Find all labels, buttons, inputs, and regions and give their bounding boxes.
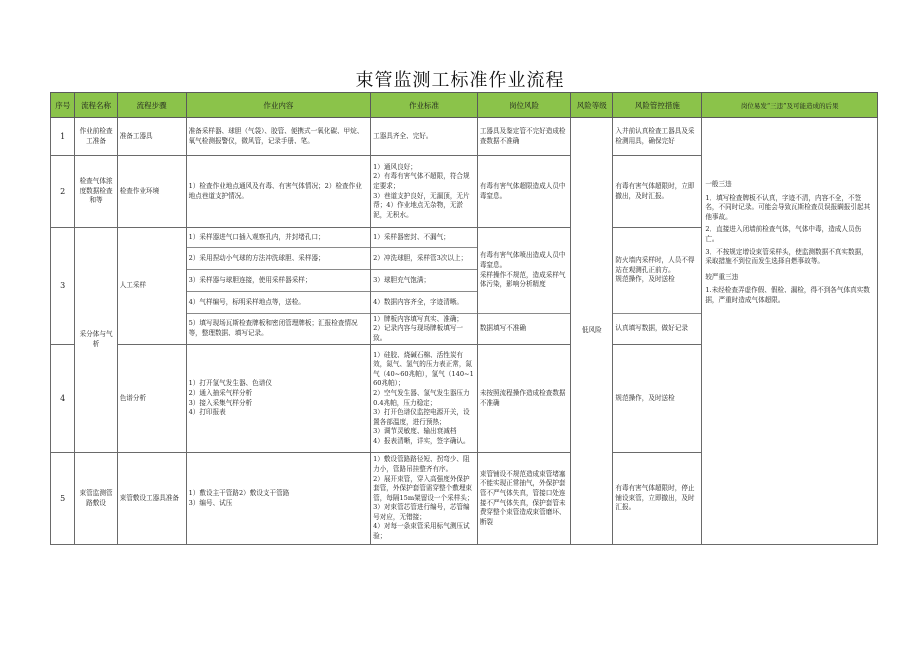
work-content: 1）敷设主干管路2）敷设支干管路 3）编号、试压 bbox=[186, 453, 371, 545]
process-step: 人工采样 bbox=[117, 228, 186, 345]
risk-control bbox=[613, 228, 702, 345]
content-line: 1）采样器进气口插入观察孔内，并封堵孔口； bbox=[187, 228, 371, 248]
row-number: 1 bbox=[51, 118, 75, 156]
process-name: 检查气体浓度数据检查和等 bbox=[75, 156, 117, 228]
content-line: 4）气样编号，标明采样地点等，送检。 bbox=[187, 292, 371, 314]
control-text: 认真填写数据，做好记录 bbox=[615, 324, 688, 333]
header-cell: 作业内容 bbox=[186, 93, 371, 118]
process-step: 准备工器具 bbox=[117, 118, 186, 156]
risk-text: 数据填写不准确 bbox=[479, 324, 526, 333]
risk-level: 低风险 bbox=[571, 118, 613, 545]
post-risk bbox=[477, 228, 570, 345]
row-number: 5 bbox=[51, 453, 75, 545]
notes-item: 2．直接进入闭墙前检查气体，气体中毒，造成人员伤亡。 bbox=[705, 225, 862, 243]
notes-item: 3．不按规定增设束管采样头，使监测数据不真实数据，采取措施不到位而发生选择自燃事故等。 bbox=[705, 247, 868, 266]
work-standard: 工器具齐全、完好。 bbox=[371, 118, 478, 156]
risk-control: 有毒有害气体超限时，停止铺设束管，立即撤出，及时汇报。 bbox=[613, 453, 702, 545]
work-standard: 1）硅胶、烧碱石棉、活性炭有效，氮气、氢气的压力表正常，氮气（40~60兆帕），氢气（140~160兆帕）； 2）空气发生器、氢气发生器压力0.4兆帕，压力稳定； 3）打开色谱仪监控电源开关，设置各部温度，进行预热； 3）调节灵敏度、输出衰减档 4）报表清晰，详实，签字确认。 bbox=[371, 345, 478, 453]
header-cell: 岗位风险 bbox=[477, 93, 570, 118]
content-line: 2）采用捏动小气球的方法冲洗球胆、采样器； bbox=[187, 248, 371, 270]
row-number: 2 bbox=[51, 156, 75, 228]
content-line: 5）填写现场瓦斯检查牌板和密闭管理牌板；汇报检查情况等，整理数据、填写记录。 bbox=[188, 319, 358, 337]
work-content: 1）打开氢气发生器、色谱仪 2）通入抽采气样分析 3）接入采集气样分析 4）打印报表 bbox=[186, 345, 371, 453]
post-risk: 工器具及鉴定管不完好造成检查数据不准确 bbox=[477, 118, 570, 156]
header-cell: 风险管控措施 bbox=[613, 93, 702, 118]
process-step: 检查作业环境 bbox=[117, 156, 186, 228]
work-standard: 1）通风良好； 2）有毒有害气体不超限，符合规定要求； 3）巷道支护良好，无漏顶，无片帮；4）作业地点无杂物，无淤泥，无积水。 bbox=[371, 156, 478, 228]
risk-text: 有毒有害气体喷出造成人员中毒窒息。 采样操作不规范，造成采样气体污染，影响分析精度 bbox=[478, 228, 570, 314]
notes-group-title: 一般三违 bbox=[705, 180, 732, 188]
table-row bbox=[51, 118, 878, 156]
process-step: 色谱分析 bbox=[117, 345, 186, 453]
notes-item: 1．填写检查牌板不认真，字迹不清，内容不全，不签名，不同时记录。可能会导致瓦斯检查员误报瞒报引起其他事故。 bbox=[705, 193, 871, 221]
standard-line: 3）球胆充气饱满； bbox=[371, 270, 477, 292]
process-step: 束管敷设工器具准备 bbox=[117, 453, 186, 545]
header-cell: 作业标准 bbox=[371, 93, 478, 118]
work-content: 准备采样器、球胆（气袋）、胶管、便携式一氧化碳、甲烷、氧气检测报警仪，微风管，记录手册、笔。 bbox=[186, 118, 371, 156]
standard-line: 1）牌板内容填写真实、准确； 2）记录内容与现场牌板填写一致。 bbox=[373, 314, 464, 342]
work-content: 1）检查作业地点通风及有毒、有害气体情况；2）检查作业地点巷道支护情况。 bbox=[186, 156, 371, 228]
violations-notes bbox=[702, 118, 878, 545]
work-content bbox=[186, 228, 371, 345]
content-line: 3）采样器与球胆连接，使用采样器采样； bbox=[187, 270, 371, 292]
header-cell: 岗位易发“三违”及可能造成的后果 bbox=[702, 93, 878, 118]
notes-group-title: 较严重三违 bbox=[705, 272, 739, 281]
procedure-table bbox=[50, 92, 878, 545]
risk-control: 规范操作，及时送检 bbox=[613, 345, 702, 453]
process-name: 束管监测管路敷设 bbox=[75, 453, 117, 545]
row-number: 4 bbox=[51, 345, 75, 453]
header-row bbox=[51, 93, 878, 118]
page-title: 束管监测工标准作业流程 bbox=[355, 70, 565, 91]
notes-item: 1.未经检查弄虚作假、假检、漏检，得不到各气体真实数据，严重时造成气体超限。 bbox=[705, 286, 870, 304]
post-risk: 有毒有害气体超限造成人员中毒窒息。 bbox=[477, 156, 570, 228]
header-cell: 流程步骤 bbox=[117, 93, 186, 118]
standard-line: 2）冲洗球胆，采样管3次以上； bbox=[371, 248, 477, 270]
risk-control: 入井前认真检查工器具及采检测用具，确保完好 bbox=[613, 118, 702, 156]
row-number: 3 bbox=[51, 228, 75, 345]
post-risk: 未按照流程操作造成检查数据不准确 bbox=[477, 345, 570, 453]
header-cell: 序号 bbox=[51, 93, 75, 118]
post-risk: 束管铺设不规范造成束管堵塞不能实现正常抽气，外保护套管不严气体失真，管接口处连接不严气体失真，保护套管未费穿整个束管造成束管磨坏、断裂 bbox=[477, 453, 570, 545]
process-name: 采分体与气析 bbox=[75, 228, 117, 453]
header-cell: 风险等级 bbox=[571, 93, 613, 118]
risk-control: 有毒有害气体超限时，立即撤出，及时汇报。 bbox=[613, 156, 702, 228]
process-name: 作业前检查工准备 bbox=[75, 118, 117, 156]
standard-line: 4）数据内容齐全，字迹清晰。 bbox=[371, 292, 477, 314]
work-standard bbox=[371, 228, 478, 345]
header-cell: 流程名称 bbox=[75, 93, 117, 118]
work-standard: 1）敷设管路路径短、拐弯少、阻力小，管路吊挂整齐有序。 2）展开束管，穿入高强度外保护套管，外保护套管需穿整个敷埋束管，每隔15m架留设一个采样头； 3）对束管芯管进行编号，芯管编号对应，无错接； 4）对每一条束管采用标气测压试验； bbox=[371, 453, 478, 545]
standard-line: 1）采样器密封、不漏气； bbox=[371, 228, 477, 248]
control-text: 防火墙内采样时，人员不得站在观测孔正前方。 规范操作，及时送检 bbox=[613, 228, 701, 314]
